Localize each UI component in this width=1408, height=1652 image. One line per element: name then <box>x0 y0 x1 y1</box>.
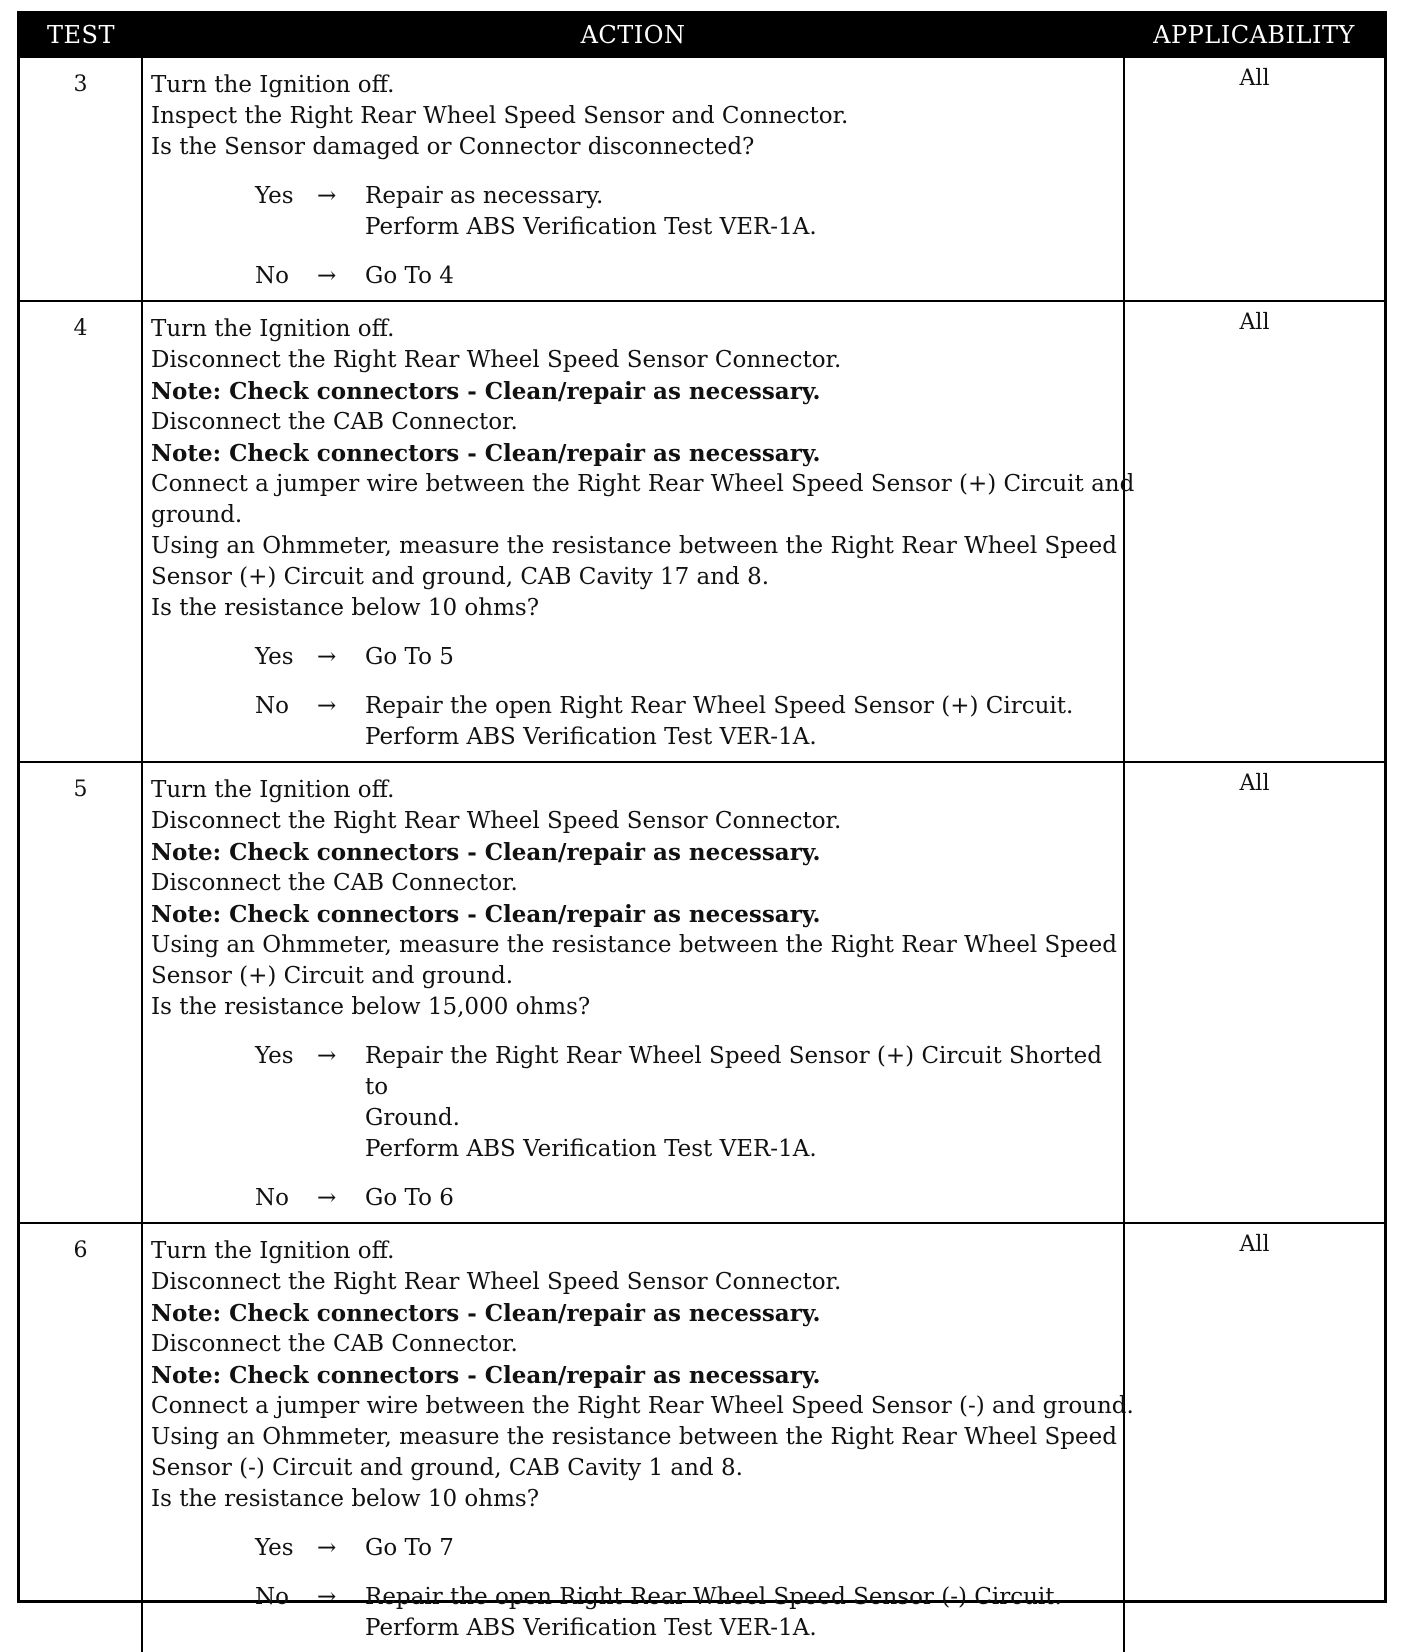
test-number: 3 <box>20 57 142 301</box>
right-arrow-icon: → <box>317 183 337 209</box>
yes-result <box>365 1041 1119 1165</box>
instruction-line: Is the resistance below 10 ohms? <box>151 595 540 621</box>
instruction-line: Sensor (-) Circuit and ground, CAB Cavity 1 and 8. <box>151 1455 743 1481</box>
instruction-line: Turn the Ignition off. <box>151 316 395 342</box>
note-line: Note: Check connectors - Clean/repair as necessary. <box>151 440 821 467</box>
result-line: Repair as necessary. <box>365 183 604 209</box>
right-arrow-icon: → <box>317 263 337 289</box>
instruction-line: Connect a jumper wire between the Right Rear Wheel Speed Sensor (+) Circuit and <box>151 471 1135 497</box>
yes-label: Yes <box>255 1535 294 1561</box>
instruction-line: Connect a jumper wire between the Right Rear Wheel Speed Sensor (-) and ground. <box>151 1393 1134 1419</box>
instruction-line: ground. <box>151 502 243 528</box>
instruction-line: Disconnect the Right Rear Wheel Speed Sensor Connector. <box>151 808 842 834</box>
right-arrow-icon: → <box>317 644 337 670</box>
diagnostic-test-table <box>17 11 1387 1641</box>
yes-label: Yes <box>255 183 294 209</box>
yes-branch <box>151 181 1119 243</box>
instruction-line: Sensor (+) Circuit and ground, CAB Cavity 17 and 8. <box>151 564 770 590</box>
test-number: 6 <box>20 1223 142 1652</box>
result-line: Perform ABS Verification Test VER-1A. <box>365 214 817 240</box>
result-line: Perform ABS Verification Test VER-1A. <box>365 1136 817 1162</box>
instruction-line: Turn the Ignition off. <box>151 1238 395 1264</box>
instruction-line: Is the resistance below 10 ohms? <box>151 1486 540 1512</box>
instruction-line: Inspect the Right Rear Wheel Speed Sensor and Connector. <box>151 103 849 129</box>
result-line: Repair the open Right Rear Wheel Speed Sensor (-) Circuit. <box>365 1584 1062 1610</box>
action-cell <box>142 57 1124 301</box>
table-row <box>20 57 1384 301</box>
result-line: Perform ABS Verification Test VER-1A. <box>365 1615 817 1641</box>
yes-result <box>365 181 1119 243</box>
instruction-line: Disconnect the CAB Connector. <box>151 870 518 896</box>
result-line: Go To 5 <box>365 644 454 670</box>
no-result <box>365 261 1119 292</box>
action-cell <box>142 301 1135 762</box>
instruction-line: Is the resistance below 15,000 ohms? <box>151 994 591 1020</box>
instruction-line: Disconnect the CAB Connector. <box>151 1331 518 1357</box>
applicability-value: All <box>1124 301 1384 762</box>
no-label: No <box>255 1584 289 1610</box>
no-label: No <box>255 263 289 289</box>
right-arrow-icon: → <box>317 1584 337 1610</box>
yes-branch <box>151 1533 1119 1564</box>
yes-result <box>365 1533 1119 1564</box>
result-line: Ground. <box>365 1105 460 1131</box>
instruction-line: Using an Ohmmeter, measure the resistance between the Right Rear Wheel Speed <box>151 1424 1117 1450</box>
table-row <box>20 301 1384 762</box>
applicability-value: All <box>1124 762 1384 1223</box>
action-cell <box>142 762 1124 1223</box>
action-cell <box>142 1223 1134 1652</box>
result-line: Go To 4 <box>365 263 454 289</box>
instruction-line: Sensor (+) Circuit and ground. <box>151 963 514 989</box>
header-test: TEST <box>20 14 142 57</box>
header-row <box>20 14 1384 57</box>
yes-result <box>365 642 1119 673</box>
instruction-line: Using an Ohmmeter, measure the resistance between the Right Rear Wheel Speed <box>151 533 1117 559</box>
instruction-line: Disconnect the Right Rear Wheel Speed Sensor Connector. <box>151 1269 842 1295</box>
table-body <box>20 57 1384 1652</box>
instruction-line: Disconnect the Right Rear Wheel Speed Sensor Connector. <box>151 347 842 373</box>
note-line: Note: Check connectors - Clean/repair as necessary. <box>151 1300 821 1327</box>
yes-branch <box>151 642 1119 673</box>
table-row <box>20 762 1384 1223</box>
result-line: Go To 7 <box>365 1535 454 1561</box>
header-action: ACTION <box>142 14 1124 57</box>
no-branch <box>151 691 1119 753</box>
right-arrow-icon: → <box>317 1185 337 1211</box>
instruction-line: Is the Sensor damaged or Connector disconnected? <box>151 134 755 160</box>
yes-label: Yes <box>255 1043 294 1069</box>
right-arrow-icon: → <box>317 1535 337 1561</box>
no-result <box>365 691 1119 753</box>
result-line: Go To 6 <box>365 1185 454 1211</box>
no-result <box>365 1183 1119 1214</box>
no-label: No <box>255 693 289 719</box>
no-branch <box>151 1183 1119 1214</box>
note-line: Note: Check connectors - Clean/repair as necessary. <box>151 1362 821 1389</box>
right-arrow-icon: → <box>317 693 337 719</box>
instruction-line: Turn the Ignition off. <box>151 777 395 803</box>
no-branch <box>151 261 1119 292</box>
no-label: No <box>255 1185 289 1211</box>
instruction-line: Disconnect the CAB Connector. <box>151 409 518 435</box>
yes-label: Yes <box>255 644 294 670</box>
note-line: Note: Check connectors - Clean/repair as necessary. <box>151 901 821 928</box>
test-number: 5 <box>20 762 142 1223</box>
note-line: Note: Check connectors - Clean/repair as necessary. <box>151 839 821 866</box>
test-number: 4 <box>20 301 142 762</box>
yes-branch <box>151 1041 1119 1165</box>
table-row <box>20 1223 1384 1652</box>
note-line: Note: Check connectors - Clean/repair as necessary. <box>151 378 821 405</box>
applicability-value: All <box>1124 57 1384 301</box>
right-arrow-icon: → <box>317 1043 337 1069</box>
applicability-value: All <box>1124 1223 1384 1652</box>
result-line: Repair the Right Rear Wheel Speed Sensor (+) Circuit Shorted to <box>365 1043 1102 1100</box>
no-branch <box>151 1582 1119 1644</box>
instruction-line: Using an Ohmmeter, measure the resistance between the Right Rear Wheel Speed <box>151 932 1117 958</box>
header-applicability: APPLICABILITY <box>1124 14 1384 57</box>
instruction-line: Turn the Ignition off. <box>151 72 395 98</box>
result-line: Repair the open Right Rear Wheel Speed Sensor (+) Circuit. <box>365 693 1074 719</box>
result-line: Perform ABS Verification Test VER-1A. <box>365 724 817 750</box>
no-result <box>365 1582 1119 1644</box>
